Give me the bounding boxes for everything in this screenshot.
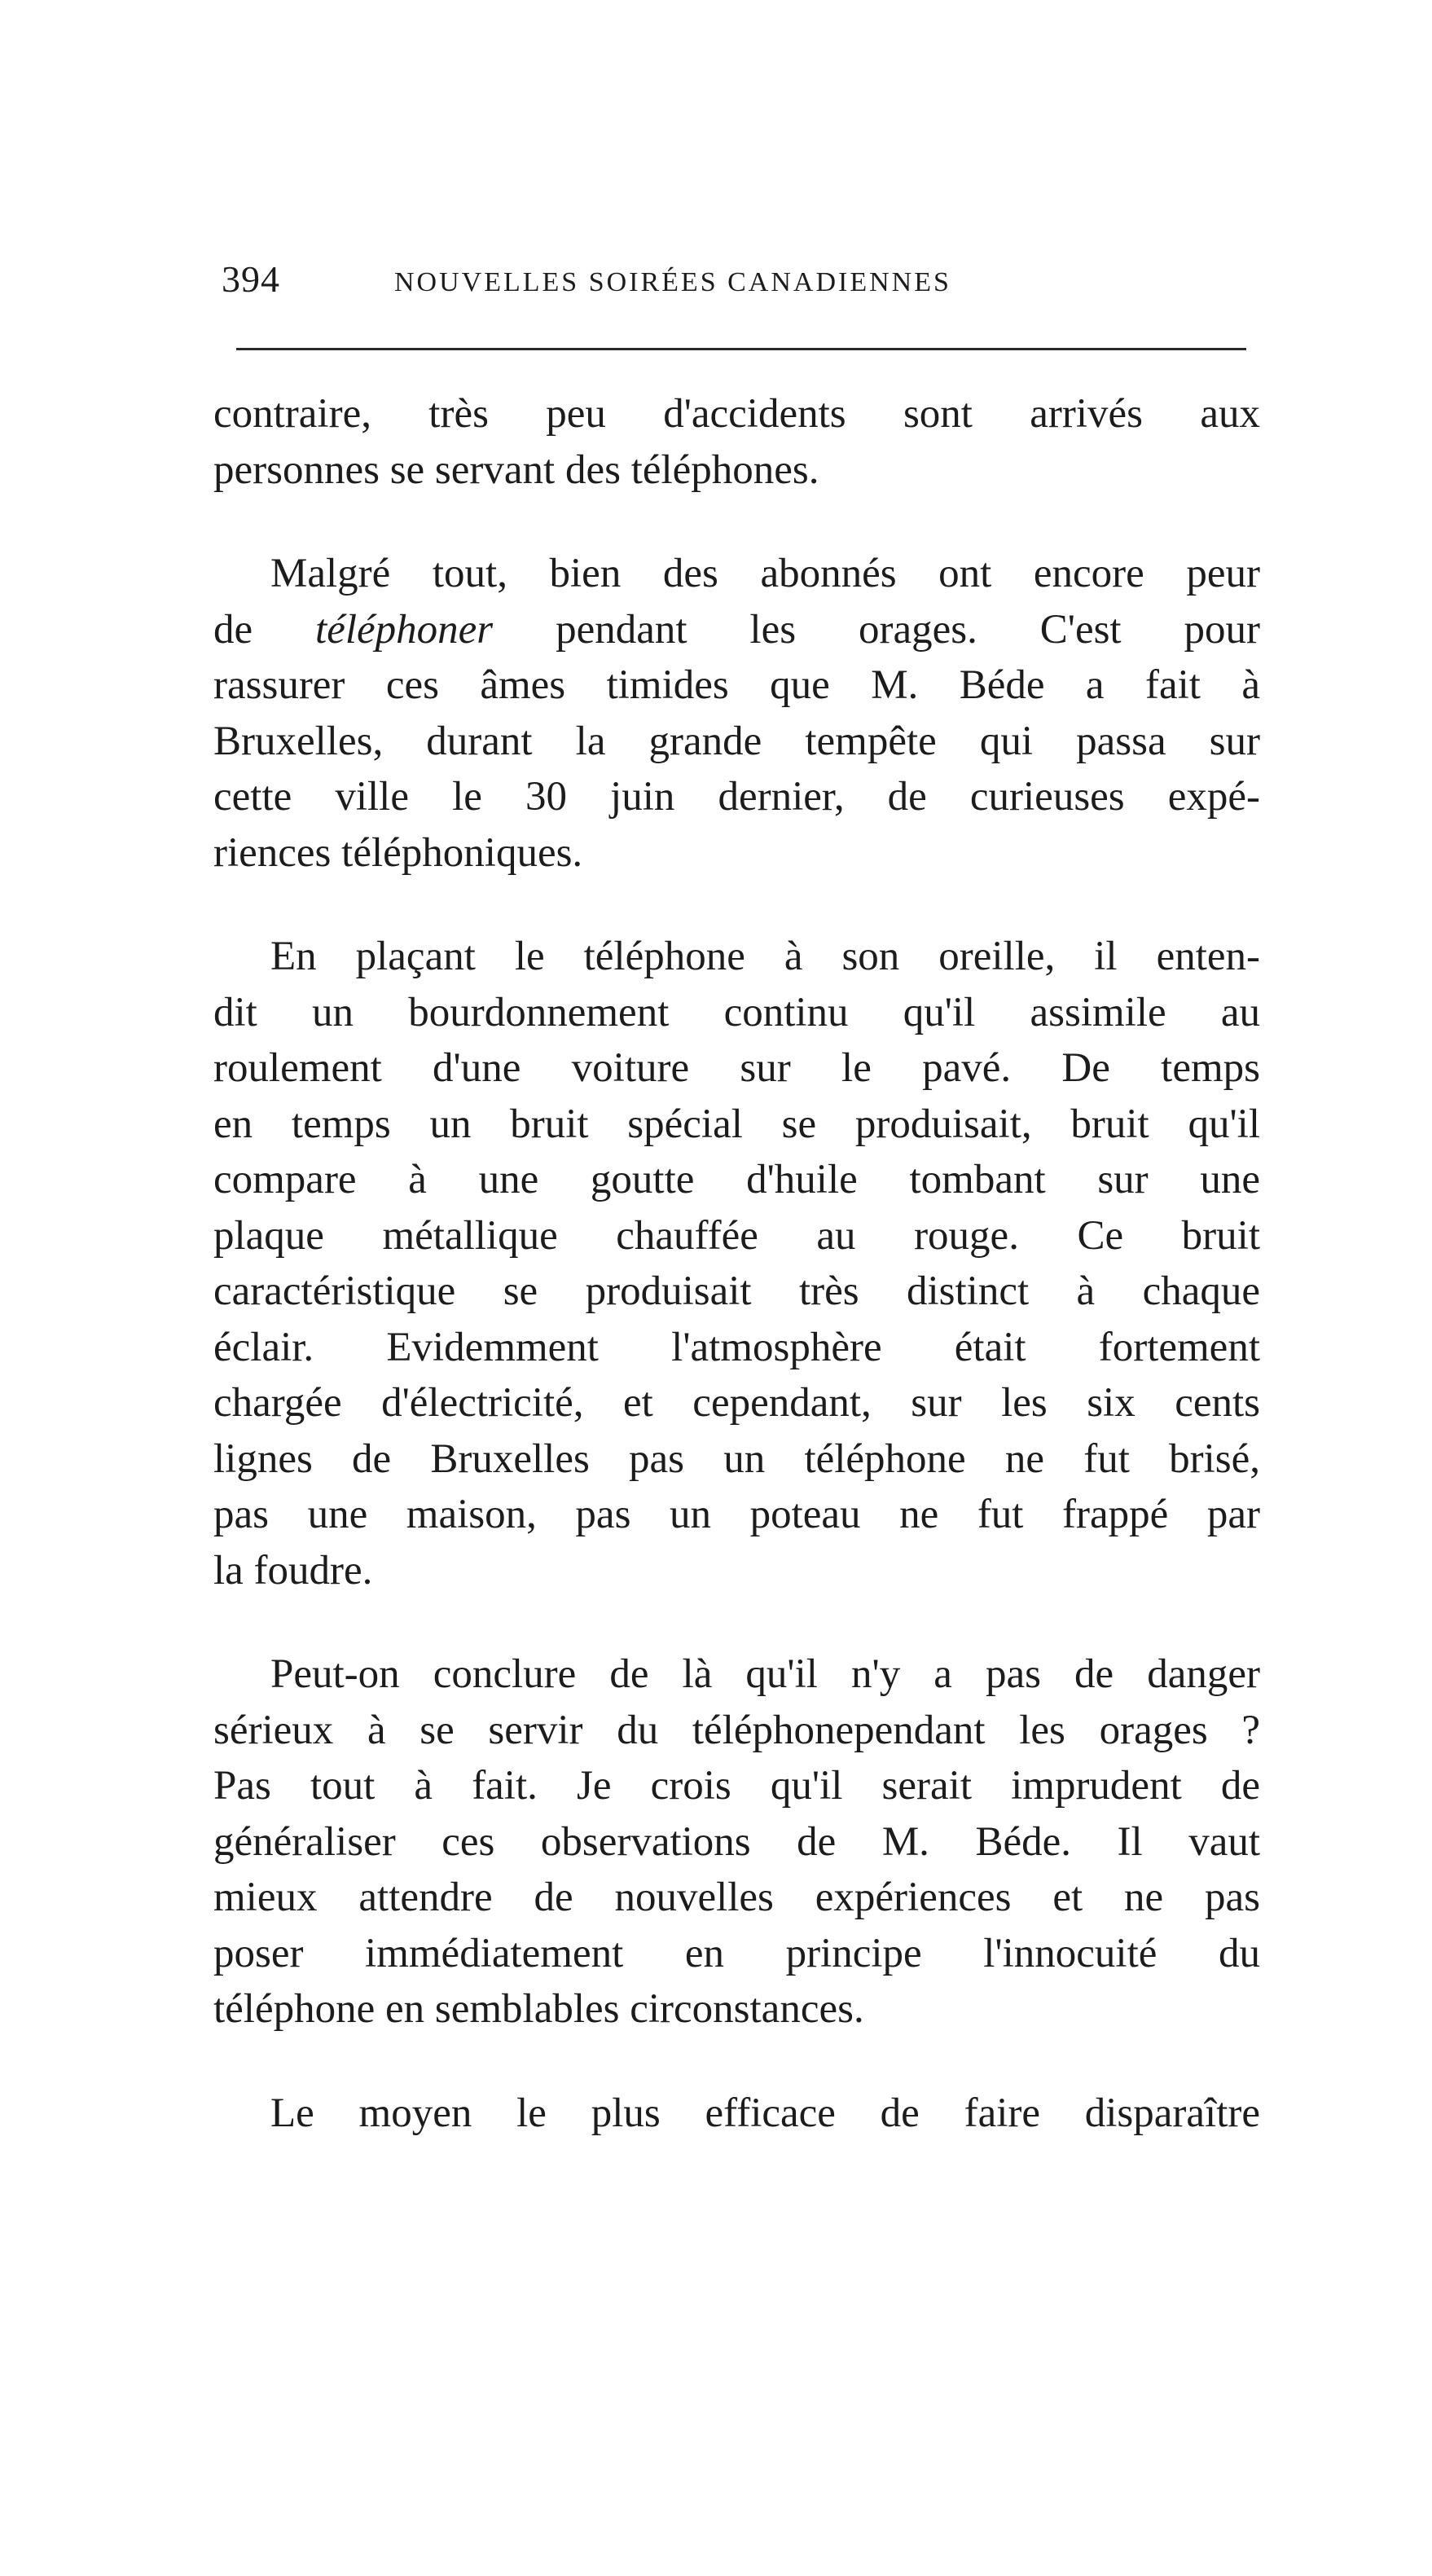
text-line: personnes se servant des téléphones. [213, 446, 819, 493]
text-line: compare à une goutte d'huile tombant sur une [213, 1157, 1260, 1202]
italic-word: téléphoner [315, 606, 494, 653]
paragraph-4 [213, 1646, 1260, 2038]
text-line: riences téléphoniques. [213, 829, 583, 876]
header-rule [236, 348, 1246, 350]
text-line: lignes de Bruxelles pas un téléphone ne fut brisé, [213, 1435, 1260, 1482]
text-line: Peut-on conclure de là qu'il n'y a pas de danger [270, 1651, 1260, 1697]
paragraph-1 [213, 386, 1260, 498]
text-line: poser immédiatement en principe l'innocuité du [213, 1930, 1260, 1976]
text-line: caractéristique se produisait très distinct à chaque [213, 1268, 1260, 1314]
text-line: sérieux à se servir du téléphonependant les orages ? [213, 1707, 1260, 1753]
text-line: rassurer ces âmes timides que M. Béde a fait à [213, 662, 1260, 708]
text-line: téléphone en semblables circonstances. [213, 1986, 864, 2032]
text-line: en temps un bruit spécial se produisait, bruit qu'il [213, 1101, 1260, 1147]
paragraph-5 [213, 2086, 1260, 2142]
text-line: roulement d'une voiture sur le pavé. De temps [213, 1045, 1260, 1091]
page-number: 394 [222, 258, 280, 300]
text-line: Bruxelles, durant la grande tempête qui passa sur [213, 718, 1260, 764]
text-line: cette ville le 30 juin dernier, de curieuses expé- [213, 774, 1260, 820]
paragraph-3 [213, 929, 1260, 1598]
text-line: contraire, très peu d'accidents sont arrivés aux [213, 391, 1260, 437]
text-line: dit un bourdonnement continu qu'il assimile au [213, 989, 1260, 1035]
text-line: Pas tout à fait. Je crois qu'il serait imprudent de [213, 1763, 1260, 1809]
text-line: En plaçant le téléphone à son oreille, il enten- [270, 934, 1260, 979]
text-line: généraliser ces observations de M. Béde. Il vaut [213, 1818, 1260, 1865]
text-line: plaque métallique chauffée au rouge. Ce bruit [213, 1212, 1260, 1259]
body-text [213, 386, 1260, 2141]
text-line: chargée d'électricité, et cependant, sur les six cents [213, 1380, 1260, 1426]
running-title: NOUVELLES SOIRÉES CANADIENNES [394, 267, 951, 297]
paragraph-2 [213, 546, 1260, 881]
text-line: la foudre. [213, 1547, 373, 1594]
text-line: éclair. Evidemment l'atmosphère était fortement [213, 1324, 1260, 1370]
text-line: Le moyen le plus efficace de faire disparaître [270, 2090, 1260, 2136]
running-head [213, 257, 1248, 306]
text-line: pas une maison, pas un poteau ne fut frappé par [213, 1492, 1260, 1537]
text-line: de téléphoner pendant les orages. C'est pour [213, 606, 1260, 653]
text-line: mieux attendre de nouvelles expériences et ne pas [213, 1875, 1260, 1920]
text-line: Malgré tout, bien des abonnés ont encore peur [270, 551, 1260, 596]
